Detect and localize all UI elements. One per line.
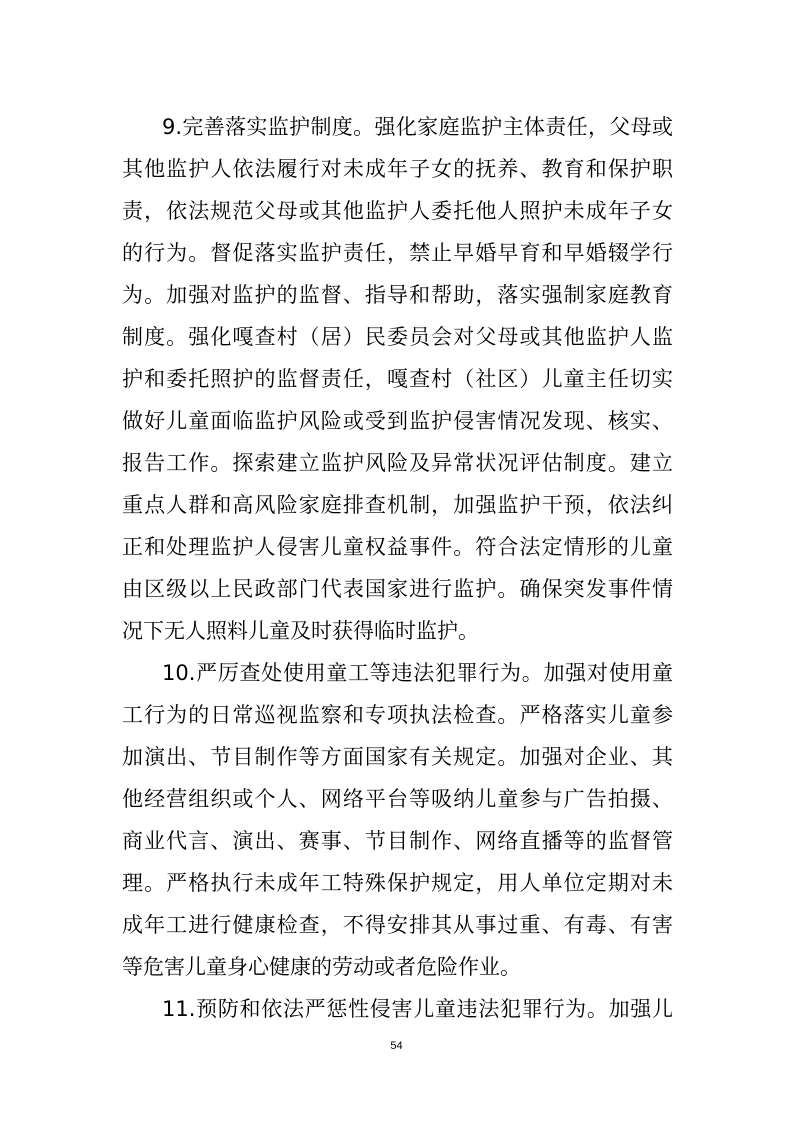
text-line: 工行为的日常巡视监察和专项执法检查。严格落实儿童参: [122, 703, 673, 727]
text-line: 10.严厉查处使用童工等违法犯罪行为。加强对使用童: [162, 661, 673, 685]
text-line: 9.完善落实监护制度。强化家庭监护主体责任，父母或: [162, 115, 673, 139]
text-line: 其他监护人依法履行对未成年子女的抚养、教育和保护职: [122, 157, 673, 181]
page-number: 54: [390, 1040, 403, 1052]
text-line: 制度。强化嘎查村（居）民委员会对父母或其他监护人监: [122, 325, 673, 349]
text-line: 理。严格执行未成年工特殊保护规定，用人单位定期对未: [122, 871, 673, 895]
text-line: 11.预防和依法严惩性侵害儿童违法犯罪行为。加强儿: [162, 997, 673, 1021]
text-line: 重点人群和高风险家庭排查机制，加强监护干预，依法纠: [122, 493, 673, 517]
text-line: 护和委托照护的监督责任，嘎查村（社区）儿童主任切实: [122, 367, 673, 391]
text-line: 他经营组织或个人、网络平台等吸纳儿童参与广告拍摄、: [122, 787, 673, 811]
text-line: 成年工进行健康检查，不得安排其从事过重、有毒、有害: [122, 913, 673, 937]
text-line: 的行为。督促落实监护责任，禁止早婚早育和早婚辍学行: [122, 241, 673, 265]
text-line: 为。加强对监护的监督、指导和帮助，落实强制家庭教育: [122, 283, 673, 307]
text-line: 等危害儿童身心健康的劳动或者危险作业。: [122, 955, 521, 979]
text-line: 加演出、节目制作等方面国家有关规定。加强对企业、其: [122, 745, 673, 769]
text-line: 责，依法规范父母或其他监护人委托他人照护未成年子女: [122, 199, 673, 223]
text-line: 做好儿童面临监护风险或受到监护侵害情况发现、核实、: [122, 409, 673, 433]
text-line: 正和处理监护人侵害儿童权益事件。符合法定情形的儿童: [122, 535, 673, 559]
text-line: 况下无人照料儿童及时获得临时监护。: [122, 619, 479, 643]
text-line: 报告工作。探索建立监护风险及异常状况评估制度。建立: [122, 451, 673, 475]
text-line: 商业代言、演出、赛事、节目制作、网络直播等的监督管: [122, 829, 673, 853]
text-line: 由区级以上民政部门代表国家进行监护。确保突发事件情: [122, 577, 673, 601]
